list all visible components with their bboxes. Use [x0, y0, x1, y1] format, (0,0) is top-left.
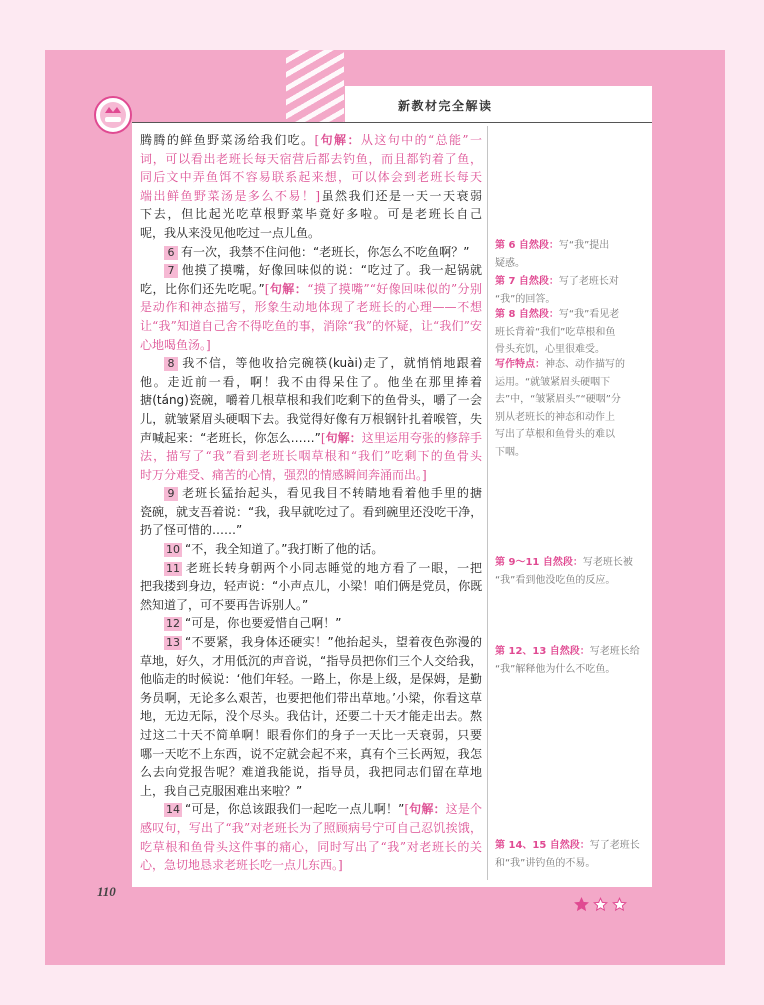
margin-note-line: [495, 374, 643, 392]
text-line: [140, 205, 482, 224]
text-line: [140, 168, 482, 187]
text-line: [140, 317, 482, 336]
body-text: 他临走的时候说：‘他们年轻。一路上，你是上级，是保姆，是勤: [140, 672, 482, 687]
margin-note-text: 写“我”提出: [558, 240, 610, 251]
body-text: “不要紧，我身体还硬实！”他抬起头，望着夜色弥漫的: [185, 635, 482, 650]
annotation-label: 句解：: [269, 281, 308, 296]
margin-note-text: 写老班长被: [582, 557, 633, 568]
margin-note-text: 去”中，“皱紧眉头”“硬咽”分: [495, 394, 621, 405]
paragraph-number: 7: [164, 264, 178, 278]
body-text: 把我搂到身边，轻声说：“小声点儿，小梁！咱们俩是党员，你既: [140, 579, 483, 594]
annotation-text: 时万分难受、痛苦的心情，强烈的情感瞬间奔涌而出。]: [140, 467, 427, 482]
header-stripes: [286, 50, 344, 122]
text-line: [140, 429, 482, 448]
column-divider: [487, 126, 488, 880]
margin-note: [495, 643, 643, 678]
paragraph-number: 10: [166, 543, 180, 557]
body-text: 儿，就皱紧眉头硬咽下去。我觉得好像有万根钢针扎着喉管，失: [140, 411, 482, 426]
annotation-text: 法，描写了“我”看到老班长咽草根和“我们”吃剩下的鱼骨头: [140, 449, 482, 464]
text-line: [140, 800, 482, 819]
text-line: [140, 726, 482, 745]
paragraph-number: 12: [166, 617, 180, 631]
main-text-column: [140, 131, 482, 875]
margin-note: [495, 837, 643, 872]
page-number: 110: [97, 884, 116, 899]
paragraph-number: 11: [166, 561, 180, 575]
body-text: 地，无边无际，没个尽头。我估计，还要二十天才能走出去。熬: [140, 709, 482, 724]
text-line: [140, 336, 482, 355]
annotation-text: 吃草根和鱼骨头这件事的痛心，同时写出了“我”对老班长的关: [140, 839, 482, 854]
paragraph-number: 8: [164, 357, 178, 371]
body-text: 然知道了，可不要再告诉别人。”: [140, 597, 309, 612]
margin-note-line: [495, 837, 643, 855]
text-line: [140, 466, 482, 485]
annotation-text: 端出鲜鱼野菜汤是多么不易！]: [140, 188, 321, 203]
annotation-text: [: [404, 802, 410, 817]
annotation-text: 让“我”知道自己舍不得吃鱼的事，消除“我”的怀疑，让“我们”安: [140, 318, 482, 333]
body-text: “可是，你也要爱惜自己啊！”: [185, 616, 342, 631]
margin-note-text: 写“我”看见老: [558, 309, 620, 320]
annotation-text: [: [264, 281, 270, 296]
margin-note-text: 写了老班长: [589, 840, 640, 851]
margin-note-label: 第 7 自然段：: [495, 276, 559, 287]
body-text: 有一次，我禁不住问他：“老班长，你怎么不吃鱼啊？”: [181, 244, 470, 259]
body-text: 老班长转身朝两个小同志睡觉的地方看了一眼，一把: [185, 560, 482, 575]
margin-note-line: [495, 444, 643, 462]
margin-note-line: [495, 391, 643, 409]
margin-note-text: 神态、动作描写的: [545, 359, 625, 370]
text-line: [140, 391, 482, 410]
star-icon: [593, 897, 608, 912]
body-text: 上，我自己克服困难出来啦？”: [140, 783, 303, 798]
margin-note-text: 骨头充饥，心里很难受。: [495, 344, 605, 355]
text-line: [140, 503, 482, 522]
body-text: 呢，我从来没见他吃过一点儿鱼。: [140, 225, 321, 240]
text-line: [140, 150, 482, 169]
margin-note-text: 写了老班长对: [558, 276, 619, 287]
text-line: [140, 689, 482, 708]
margin-note-text: 别从老班长的神态和动作上: [495, 411, 615, 423]
margin-note: [495, 356, 643, 461]
body-text: 他。走近前一看，啊！我不由得呆住了。他坐在那里捧着: [140, 374, 482, 389]
margin-note-line: [495, 426, 643, 444]
margin-note: [495, 273, 643, 308]
margin-note: [495, 237, 643, 272]
margin-note-line: [495, 356, 643, 374]
paragraph-number: 14: [166, 803, 180, 817]
text-line: [140, 243, 482, 262]
margin-note-label: 第 12、13 自然段：: [495, 646, 590, 657]
body-text: 扔了怪可惜的……”: [140, 523, 243, 538]
annotation-text: [: [314, 133, 320, 147]
text-line: [140, 559, 482, 578]
text-line: [140, 577, 482, 596]
margin-note-text: 疑惑。: [495, 257, 525, 269]
annotation-text: [: [320, 430, 326, 445]
annotation-text: 这里运用夸张的修辞手: [361, 430, 482, 445]
text-line: [140, 280, 482, 299]
margin-note-line: [495, 306, 643, 324]
text-line: [140, 614, 482, 633]
margin-note-line: [495, 643, 643, 661]
text-line: [140, 187, 482, 206]
body-text: “不，我全知道了。”我打断了他的话。: [185, 542, 384, 557]
body-text: 么去向党报告呢？难道我能说，指导员，我把同志们留在草地: [140, 765, 482, 780]
body-text: 我不信，等他收拾完碗筷(kuài)走了，就悄悄地跟着: [181, 356, 482, 371]
margin-note-text: 班长背着“我们”吃草根和鱼: [495, 326, 616, 338]
text-line: [140, 782, 482, 801]
margin-note-label: 第 6 自然段：: [495, 240, 559, 251]
margin-note-line: [495, 572, 643, 590]
text-line: [140, 763, 482, 782]
margin-note: [495, 554, 643, 589]
annotation-text: 同后文中弄鱼饵不容易联系起来想，可以体会到老班长每天: [140, 170, 482, 185]
text-line: [140, 354, 482, 373]
annotation-text: 心，急切地恳求老班长吃一点儿东西。]: [140, 858, 343, 873]
margin-note-text: “我”解释他为什么不吃鱼。: [495, 663, 616, 675]
margin-note-text: 写出了草根和鱼骨头的难以: [495, 429, 615, 440]
star-shape: [575, 898, 588, 910]
margin-note-text: “我”的回答。: [495, 293, 556, 305]
margin-note-line: [495, 324, 643, 342]
margin-note-text: 下咽。: [495, 446, 525, 458]
text-line: [140, 484, 482, 503]
annotation-label: 句解：: [325, 430, 362, 445]
margin-note-line: [495, 554, 643, 572]
body-text: 务员啊，无论多么艰苦，也要把他们带出草地。’小梁，你看这草: [140, 690, 482, 705]
body-text: “可是，你总该跟我们一起吃一点儿啊！”: [185, 802, 405, 817]
star-icon: [574, 897, 589, 912]
margin-note-line: [495, 855, 643, 873]
body-text: 过这二十天不简单啊！眼看你们的身子一天比一天衰弱，只要: [140, 728, 482, 742]
annotation-text: “摸了摸嘴”“好像回味似的”分别: [307, 281, 482, 296]
text-line: [140, 131, 482, 150]
text-line: [140, 745, 482, 764]
text-line: [140, 410, 482, 429]
margin-note-text: 运用。“就皱紧眉头硬咽下: [495, 376, 611, 388]
text-line: [140, 261, 482, 280]
annotation-label: 句解：: [319, 133, 361, 147]
margin-note: [495, 306, 643, 359]
body-text: 吃，比你们还先吃呢。”: [140, 281, 265, 296]
margin-note-line: [495, 661, 643, 679]
body-text: 搪(táng)瓷碗，嚼着几根草根和我们吃剩下的鱼骨头，嚼了一会: [140, 393, 482, 408]
body-text: 老班长猛抬起头，看见我目不转睛地看着他手里的搪: [181, 486, 482, 501]
paragraph-number: 13: [166, 636, 180, 650]
badge-icon: [93, 95, 133, 135]
star-shape: [594, 898, 607, 910]
body-text: 虽然我们还是一天一天衰弱: [320, 188, 482, 203]
difficulty-rating: [574, 897, 631, 913]
header-tab: [345, 86, 652, 122]
book-title: 新教材完全解读: [398, 99, 493, 113]
text-line: [140, 707, 482, 726]
text-line: [140, 819, 482, 838]
margin-note-text: 写老班长给: [589, 646, 640, 657]
text-line: [140, 596, 482, 615]
body-text: 哪一天吃不上东西，说不定就会起不来，真有个三长两短，我怎: [140, 746, 482, 761]
text-line: [140, 838, 482, 857]
text-line: [140, 540, 482, 559]
paragraph-number: 9: [164, 487, 178, 501]
text-line: [140, 633, 482, 652]
text-line: [140, 224, 482, 243]
margin-note-line: [495, 255, 643, 273]
annotation-text: 这是个: [445, 802, 482, 817]
annotation-text: 词，可以看出老班长每天宿营后都去钓鱼，而且都钓着了鱼，: [140, 151, 482, 166]
margin-note-line: [495, 273, 643, 291]
body-text: 腾腾的鲜鱼野菜汤给我们吃。: [140, 133, 315, 147]
star-shape: [613, 898, 626, 910]
paragraph-number: 6: [164, 246, 178, 260]
text-line: [140, 670, 482, 689]
margin-note-text: “我”看到他没吃鱼的反应。: [495, 574, 616, 586]
margin-note-label: 第 14、15 自然段：: [495, 840, 590, 851]
star-icon: [612, 897, 627, 912]
body-text: 声喊起来：“老班长，你怎么……”: [140, 430, 321, 445]
margin-note-line: [495, 409, 643, 427]
margin-note-label: 第 9～11 自然段：: [495, 557, 583, 568]
annotation-text: 从这句中的“总能”一: [360, 133, 482, 147]
text-line: [140, 298, 482, 317]
body-text: 瓷碗，就支吾着说：“我，我早就吃过了。看到碗里还没吃干净，: [140, 504, 483, 519]
body-text: 草地，好久，才用低沉的声音说，“指导员把你们三个人交给我，: [140, 653, 483, 668]
annotation-text: 心地喝鱼汤。]: [140, 337, 211, 352]
margin-note-label: 写作特点：: [495, 359, 545, 370]
annotation-label: 句解：: [409, 802, 446, 817]
text-line: [140, 447, 482, 466]
margin-note-text: 和“我”讲钓鱼的不易。: [495, 857, 596, 869]
annotation-text: 感叹句，写出了“我”对老班长为了照顾病号宁可自己忍饥挨饿，: [140, 820, 482, 835]
text-line: [140, 521, 482, 540]
text-line: [140, 652, 482, 671]
body-text: 下去，但比起光吃草根野菜毕竟好多啦。可是老班长自己: [140, 207, 482, 222]
annotation-text: 是动作和神态描写，形象生动地体现了老班长的心理——不想: [140, 300, 482, 315]
text-line: [140, 856, 482, 875]
body-text: 他摸了摸嘴，好像回味似的说：“吃过了。我一起锅就: [181, 263, 482, 278]
margin-note-label: 第 8 自然段：: [495, 309, 559, 320]
margin-note-line: [495, 237, 643, 255]
text-line: [140, 373, 482, 392]
